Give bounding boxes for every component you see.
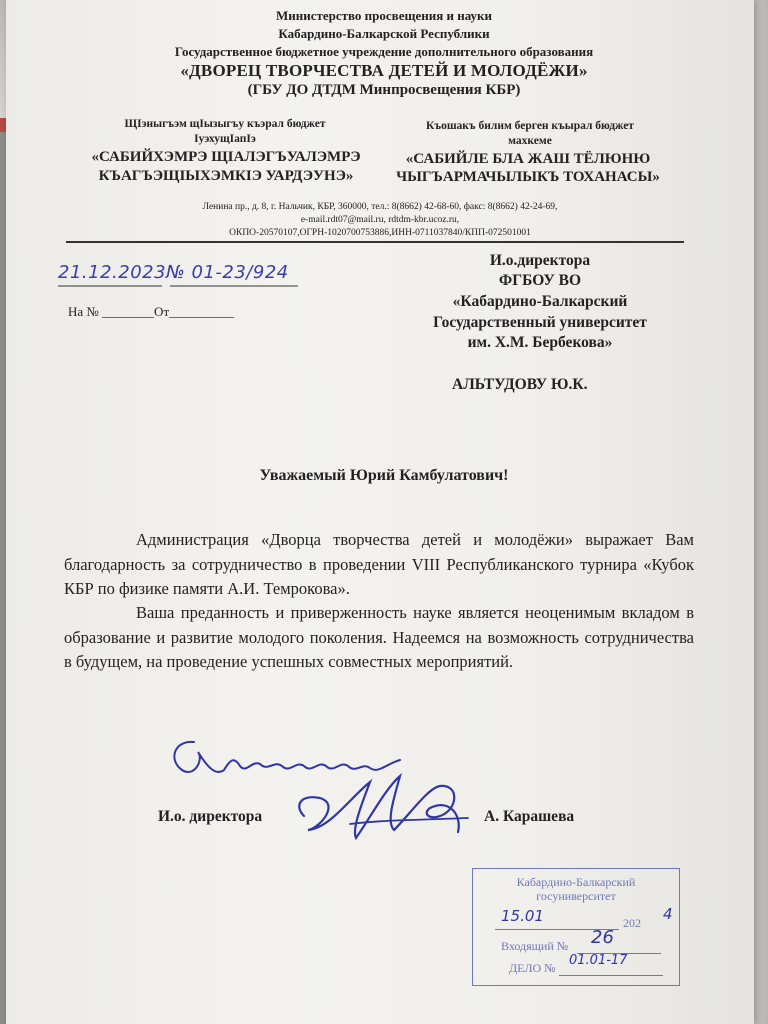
signatory-role: И.о. директора [158, 808, 263, 825]
addressee-org-2: Государственный университет [433, 314, 647, 331]
outgoing-underline [58, 282, 308, 290]
stamp-university-line-1: Кабардино-Балкарский [516, 875, 636, 889]
addressee-title: И.о.директора [489, 252, 591, 269]
header-org-name: «ДВОРЕЦ ТВОРЧЕСТВА ДЕТЕЙ И МОЛОДЁЖИ» [180, 61, 588, 80]
header-org-abbr: (ГБУ ДО ДТДМ Минпросвещения КБР) [247, 82, 521, 98]
stamp-year-printed: 202 [623, 916, 641, 930]
balkar-org-name-2: ЧЫГЪАРМАЧЫЛЫКЪ ТОХАНАСЫ» [396, 169, 660, 185]
address-line: Ленина пр., д. 8, г. Нальчик, КБР, 360000, тел.: 8(8662) 42-68-60, факс: 8(8662) 42-24-69, [202, 202, 558, 212]
stamp-case-label: ДЕЛО № [509, 961, 556, 975]
stamp-incoming-label: Входящий № [501, 939, 569, 953]
contacts-line: e-mail.rdt07@mail.ru, rdtdm-kbr.ucoz.ru, [300, 215, 460, 225]
balkar-org-name-1: «САБИЙЛЕ БЛА ЖАШ ТЁЛЮНЮ [405, 151, 651, 167]
addressee-org-type: ФГБОУ ВО [498, 272, 582, 289]
kabardian-org-name-1: «САБИЙХЭМРЭ ЩIАЛЭГЪУАЛЭМРЭ [91, 149, 361, 165]
header-republic: Кабардино-Балкарской Республики [278, 26, 490, 41]
stamp-hand-number: 26 [591, 927, 614, 948]
addressee-name: АЛЬТУДОВУ Ю.К. [452, 376, 588, 393]
header-divider [66, 241, 684, 243]
addressee-org-3: им. Х.М. Бербекова» [467, 334, 613, 351]
stamp-hand-year: 4 [663, 905, 673, 923]
reference-line: На № ________От__________ [68, 304, 235, 319]
kabardian-line-2: IуэхущIапIэ [194, 133, 256, 145]
balkar-line-2: махкеме [508, 135, 552, 147]
signatory-name: А. Карашева [484, 808, 575, 825]
outgoing-date-number: 21.12.2023№ 01-23/924 [58, 262, 289, 283]
addressee-org-1: «Кабардино-Балкарский [452, 293, 628, 310]
balkar-line-1: Къошакъ билим берген къырал бюджет [426, 120, 634, 132]
body-paragraph-1: Администрация «Дворца творчества детей и молодёжи» выражает Вам благодарность за сотрудничество в проведении VIII Республиканского турнира «Кубок КБР по физике памяти А.И. Темрокова». [64, 530, 694, 598]
header-ministry: Министерство просвещения и науки [275, 8, 493, 23]
stamp-university-line-2: госуниверситет [536, 889, 616, 903]
registry-codes-line: ОКПО-20570107,ОГРН-1020700753886,ИНН-0711037840/КПП-072501001 [229, 228, 531, 238]
header-institution-type: Государственное бюджетное учреждение дополнительного образования [174, 44, 594, 59]
kabardian-line-1: ЩIэныгъэм щIызыгъу къэрал бюджет [124, 118, 326, 130]
stamp-hand-date: 15.01 [501, 907, 544, 925]
body-paragraph-2: Ваша преданность и приверженность науке является неоценимым вкладом в образование и развитие молодого поколения. Надеемся на возможность сотрудничества в будущем, на проведение успешных совместных мероприятий. [64, 603, 694, 671]
kabardian-org-name-2: КЪАГЪЭЩIЫХЭМКIЭ УАРДЭУНЭ» [98, 168, 354, 184]
director-signature [290, 758, 480, 850]
incoming-stamp [472, 868, 680, 986]
stamp-case-line [559, 975, 663, 976]
greeting: Уважаемый Юрий Камбулатович! [259, 467, 509, 484]
stamp-hand-case: 01.01-17 [569, 953, 628, 968]
